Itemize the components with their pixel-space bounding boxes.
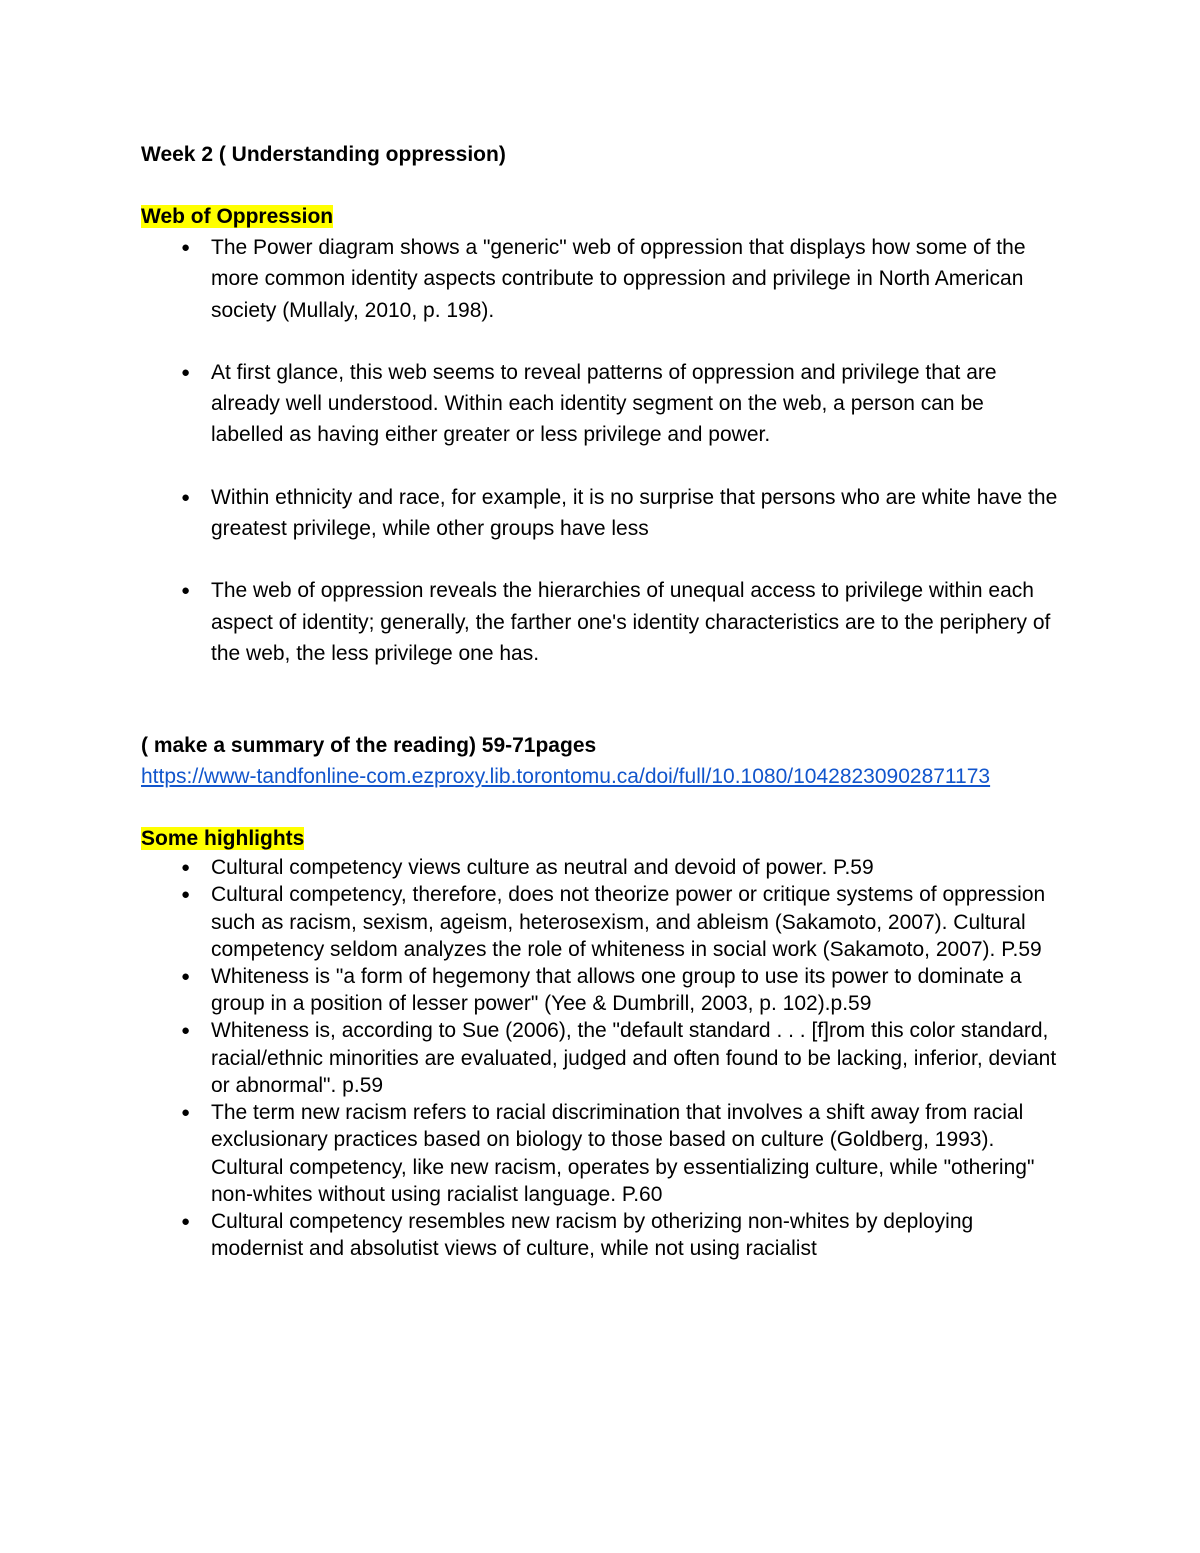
list-item-text: Whiteness is, according to Sue (2006), the "default standard . . . [f]rom this color standard, racial/ethnic minorities are evaluated, judged and often found to be lacking, inferior, deviant or abnormal". p.59 xyxy=(211,1019,1057,1097)
list-item-text: Cultural competency resembles new racism by otherizing non-whites by deploying modernist and absolutist views of culture, while not using racialist xyxy=(211,1209,974,1261)
bullet-icon: ● xyxy=(181,968,191,986)
bullet-icon: ● xyxy=(181,886,191,904)
highlighted-heading: Web of Oppression xyxy=(141,205,334,228)
list-item xyxy=(141,575,1061,669)
highlighted-heading: Some highlights xyxy=(141,827,305,851)
list-item-text: The Power diagram shows a "generic" web of oppression that displays how some of the more common identity aspects contribute to oppression and privilege in North American society (Mullaly, 2010, p. 198). xyxy=(211,236,1026,322)
list-item xyxy=(141,357,1061,451)
list-item-text: The term new racism refers to racial discrimination that involves a shift away from racial exclusionary practices based on biology to those based on culture (Goldberg, 1993). Cultural competency, like new racism, operates by essentializing culture, while "othering" non-whites without using racialist language. P.60 xyxy=(211,1101,1035,1206)
list-item xyxy=(141,482,1061,545)
section-heading-web-of-oppression xyxy=(141,202,1061,232)
page-title: Week 2 ( Understanding oppression) xyxy=(141,143,506,166)
list-item-text: Cultural competency views culture as neutral and devoid of power. P.59 xyxy=(211,856,874,880)
list-item-text: Within ethnicity and race, for example, it is no surprise that persons who are white have the greatest privilege, while other groups have less xyxy=(211,485,1058,541)
list-item xyxy=(141,232,1061,326)
list-item xyxy=(141,854,1061,881)
bullet-icon: ● xyxy=(181,1022,191,1040)
list-item xyxy=(141,1099,1061,1208)
list-item xyxy=(141,963,1061,1017)
spacer xyxy=(141,669,1061,731)
bullet-icon: ● xyxy=(181,582,191,600)
list-item-text: At first glance, this web seems to reveal patterns of oppression and privilege that are already well understood. Within each identity segment on the web, a person can be labelled as having either greater or less privilege and power. xyxy=(211,360,997,447)
spacer xyxy=(141,792,1061,824)
bullet-icon: ● xyxy=(181,488,191,506)
bullet-icon: ● xyxy=(181,1104,191,1122)
list-item-text: The web of oppression reveals the hierarchies of unequal access to privilege within each aspect of identity; generally, the farther one's identity characteristics are to the periphery of the web, the less privilege one has. xyxy=(211,579,1051,665)
document-page xyxy=(141,140,1061,1262)
bullet-icon: ● xyxy=(181,239,191,256)
section-heading-highlights xyxy=(141,824,1061,854)
list-item xyxy=(141,1017,1061,1099)
highlights-list xyxy=(141,854,1061,1262)
spacer xyxy=(141,170,1061,202)
section-heading-reading: ( make a summary of the reading) 59-71pages xyxy=(141,734,597,758)
bullet-icon: ● xyxy=(181,859,191,877)
bullet-icon: ● xyxy=(181,1212,191,1230)
list-item xyxy=(141,881,1061,963)
list-item-text: Whiteness is "a form of hegemony that allows one group to use its power to dominate a group in a position of lesser power" (Yee & Dumbrill, 2003, p. 102).p.59 xyxy=(211,965,1022,1016)
web-of-oppression-list xyxy=(141,232,1061,669)
list-item xyxy=(141,1208,1061,1262)
bullet-icon: ● xyxy=(181,363,191,381)
list-item-text: Cultural competency, therefore, does not theorize power or critique systems of oppression such as racism, sexism, ageism, heterosexism, and ableism (Sakamoto, 2007). Cultural competency seldom analyzes the role of whiteness in social work (Sakamoto, 2007). P.59 xyxy=(211,883,1046,961)
reading-link[interactable]: https://www-tandfonline-com.ezproxy.lib.torontomu.ca/doi/full/10.1080/10428230902871173 xyxy=(141,765,991,789)
